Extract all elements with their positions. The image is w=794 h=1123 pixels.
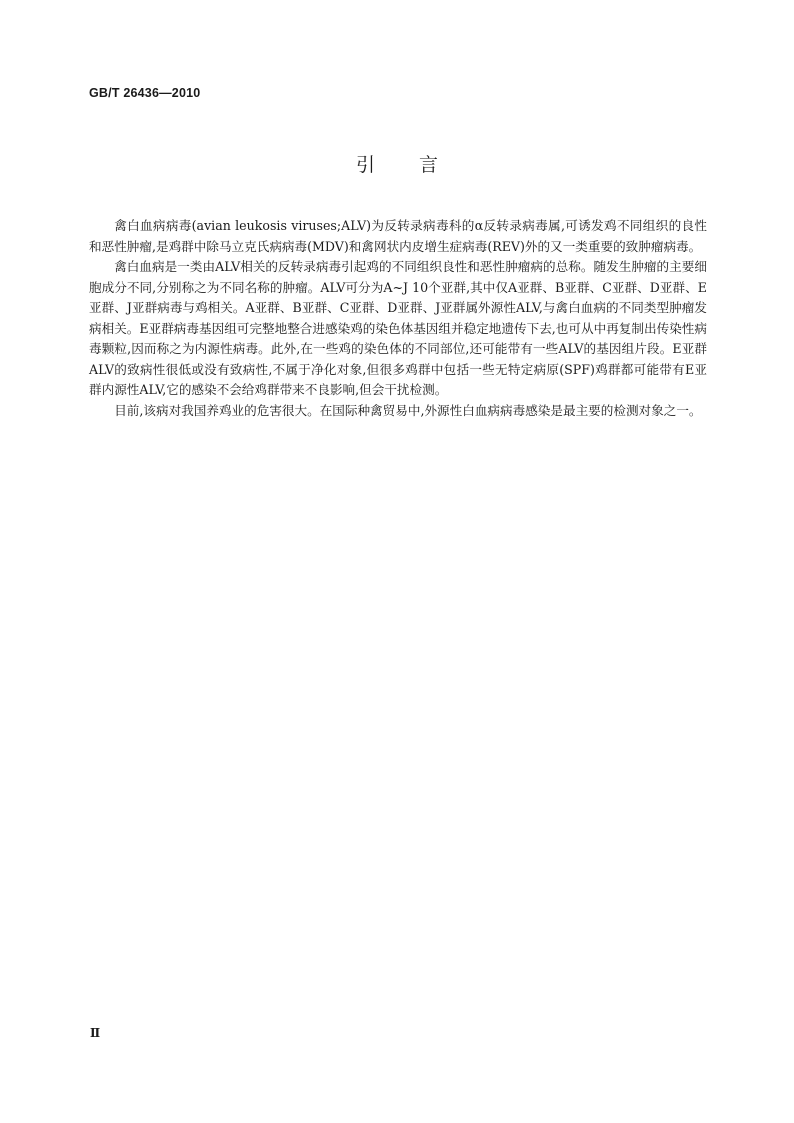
standard-code: GB/T 26436—2010 [89, 86, 201, 100]
body-text [89, 216, 707, 421]
page-number: Ⅱ [90, 1026, 101, 1040]
section-title: 引言 [355, 154, 482, 176]
paragraph-3: 目前,该病对我国养鸡业的危害很大。在国际种禽贸易中,外源性白血病病毒感染是最主要的检测对象之一。 [114, 402, 702, 418]
paragraph-2: 禽白血病是一类由ALV相关的反转录病毒引起鸡的不同组织良性和恶性肿瘤病的总称。随发生肿瘤的主要细胞成分不同,分别称之为不同名称的肿瘤。ALV可分为A~J 10个亚群,其中仅A亚群、B亚群、C亚群、D亚群、E亚群、J亚群病毒与鸡相关。A亚群、B亚群、C亚群、D亚群、J亚群属外源性ALV,与禽白血病的不同类型肿瘤发病相关。E亚群病毒基因组可完整地整合进感染鸡的染色体基因组并稳定地遗传下去,也可从中再复制出传染性病毒颗粒,因而称之为内源性病毒。此外,在一些鸡的染色体的不同部位,还可能带有一些ALV的基因组片段。E亚群ALV的致病性很低或没有致病性,不属于净化对象,但很多鸡群中包括一些无特定病原(SPF)鸡群都可能带有E亚群内源性ALV,它的感染不会给鸡群带来不良影响,但会干扰检测。 [89, 259, 707, 397]
paragraph-1: 禽白血病病毒(avian leukosis viruses;ALV)为反转录病毒科的α反转录病毒属,可诱发鸡不同组织的良性和恶性肿瘤,是鸡群中除马立克氏病病毒(MDV)和禽网状内皮增生症病毒(REV)外的又一类重要的致肿瘤病毒。 [89, 218, 707, 254]
